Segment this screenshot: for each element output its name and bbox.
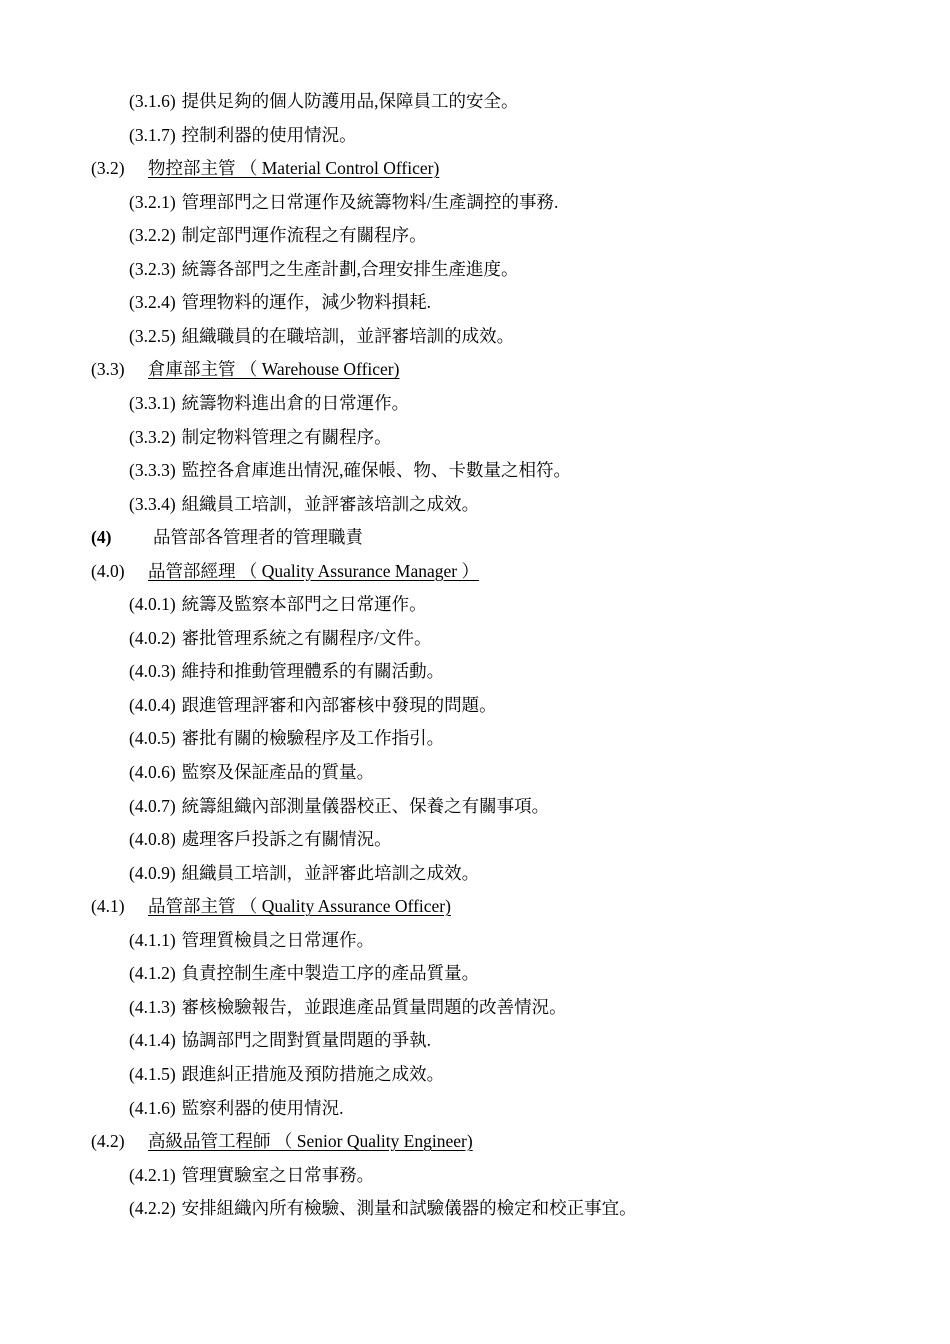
list-item — [129, 425, 392, 449]
item-text: 跟進糾正措施及預防措施之成效。 — [181, 1063, 445, 1084]
item-number: (3.3) — [91, 359, 125, 380]
item-number: (3.2.1) — [129, 191, 176, 212]
item-text: 維持和推動管理體系的有關活動。 — [181, 661, 445, 682]
item-text: 制定物料管理之有關程序。 — [181, 426, 392, 447]
item-text: 統籌各部門之生產計劃,合理安排生產進度。 — [181, 258, 519, 279]
item-number: (4.2) — [91, 1131, 125, 1151]
item-text: 統籌及監察本部門之日常運作。 — [181, 594, 427, 615]
item-text: 負責控制生產中製造工序的產品質量。 — [181, 963, 480, 984]
list-item — [129, 1196, 637, 1220]
item-text: 組織員工培訓，並評審此培訓之成效。 — [181, 862, 480, 883]
item-number: (4.1.6) — [129, 1097, 176, 1118]
item-number: (4.0.4) — [129, 694, 176, 715]
list-item — [129, 1163, 374, 1187]
item-number: (4.1) — [91, 896, 125, 917]
item-text: 提供足夠的個人防護用品,保障員工的安全。 — [181, 91, 519, 111]
list-item — [129, 1062, 444, 1086]
item-text: 審批有關的檢驗程序及工作指引。 — [181, 728, 445, 749]
list-item — [129, 760, 374, 784]
item-number: (4.0.3) — [129, 661, 176, 682]
item-number: (4.2.2) — [129, 1198, 176, 1219]
item-number: (4.0.8) — [129, 829, 176, 850]
subsection-heading — [91, 156, 439, 180]
item-text: 組織員工培訓，並評審該培訓之成效。 — [181, 493, 480, 514]
item-text: 監控各倉庫進出情況,確保帳、物、卡數量之相符。 — [181, 460, 572, 480]
item-text: 審核檢驗報告，並跟進產品質量問題的改善情況。 — [181, 996, 567, 1017]
list-item — [129, 592, 427, 616]
list-item — [129, 827, 392, 851]
item-text: 物控部主管 （ Material Control Officer) — [148, 158, 440, 179]
list-item — [129, 190, 558, 214]
list-item — [129, 458, 571, 482]
item-number: (4.0.9) — [129, 862, 176, 883]
item-number: (3.2.3) — [129, 258, 176, 279]
item-text: 處理客戶投訴之有關情況。 — [181, 829, 392, 850]
item-number: (3.2.4) — [129, 292, 176, 313]
list-item — [129, 726, 444, 750]
list-item — [129, 693, 497, 717]
subsection-heading — [91, 894, 451, 918]
list-item — [129, 290, 431, 314]
item-number: (4.0.7) — [129, 795, 176, 816]
list-item — [129, 89, 519, 113]
list-item — [129, 324, 514, 348]
item-number: (4.1.4) — [129, 1030, 176, 1051]
item-number: (4.1.5) — [129, 1063, 176, 1084]
subsection-heading — [91, 1129, 473, 1153]
item-number: (4.0.6) — [129, 762, 176, 782]
item-number: (4.1.2) — [129, 963, 176, 984]
item-text: 倉庫部主管 （ Warehouse Officer) — [148, 359, 400, 380]
item-text: 品管部各管理者的管理職責 — [153, 527, 363, 548]
list-item — [129, 492, 479, 516]
list-item — [129, 1096, 344, 1120]
item-number: (4.0.5) — [129, 728, 176, 749]
item-number: (3.3.2) — [129, 426, 176, 447]
item-number: (4.0.2) — [129, 627, 176, 648]
item-text: 安排組織內所有檢驗、測量和試驗儀器的檢定和校正事宜。 — [181, 1198, 637, 1219]
item-number: (4.0) — [91, 560, 125, 581]
list-item — [129, 961, 479, 985]
list-item — [129, 391, 409, 415]
item-text: 統籌組織內部測量儀器校正、保養之有關事項。 — [181, 795, 550, 816]
item-number: (3.2) — [91, 158, 125, 179]
item-text: 管理質檢員之日常運作。 — [181, 929, 375, 950]
item-text: 高級品管工程師 （ Senior Quality Engineer) — [148, 1131, 473, 1151]
subsection-heading — [91, 559, 479, 583]
item-text: 品管部經理 （ Quality Assurance Manager ） — [148, 560, 479, 581]
item-number: (4.2.1) — [129, 1164, 176, 1185]
item-number: (4) — [91, 527, 112, 548]
item-number: (3.2.2) — [129, 225, 176, 246]
item-text: 監察利器的使用情況. — [181, 1097, 344, 1118]
list-item — [129, 257, 519, 281]
item-text: 控制利器的使用情況。 — [181, 124, 357, 145]
item-text: 制定部門運作流程之有關程序。 — [181, 225, 427, 246]
list-item — [129, 123, 357, 147]
item-number: (3.3.4) — [129, 493, 176, 514]
item-number: (3.3.1) — [129, 392, 176, 413]
item-number: (4.1.3) — [129, 996, 176, 1017]
list-item — [129, 794, 549, 818]
item-number: (4.0.1) — [129, 594, 176, 615]
list-item — [129, 928, 374, 952]
list-item — [129, 1028, 431, 1052]
item-text: 協調部門之間對質量問題的爭執. — [181, 1030, 432, 1051]
item-text: 管理物料的運作，減少物料損耗. — [181, 292, 432, 313]
item-text: 統籌物料進出倉的日常運作。 — [181, 392, 410, 413]
section-heading — [91, 525, 363, 549]
list-item — [129, 995, 567, 1019]
item-text: 跟進管理評審和內部審核中發現的問題。 — [181, 694, 497, 715]
item-text: 管理部門之日常運作及統籌物料/生產調控的事務. — [181, 191, 559, 212]
list-item — [129, 223, 427, 247]
list-item — [129, 626, 432, 650]
item-text: 組織職員的在職培訓，並評審培訓的成效。 — [181, 325, 515, 346]
item-text: 管理實驗室之日常事務。 — [181, 1164, 375, 1185]
item-text: 審批管理系統之有關程序/文件。 — [181, 627, 432, 648]
item-number: (3.3.3) — [129, 460, 176, 480]
item-number: (3.1.7) — [129, 124, 176, 145]
subsection-heading — [91, 357, 399, 381]
list-item — [129, 861, 479, 885]
item-number: (4.1.1) — [129, 929, 176, 950]
item-text: 品管部主管 （ Quality Assurance Officer) — [148, 896, 451, 917]
item-number: (3.2.5) — [129, 325, 176, 346]
item-text: 監察及保証產品的質量。 — [181, 762, 375, 782]
item-number: (3.1.6) — [129, 91, 176, 111]
list-item — [129, 659, 444, 683]
